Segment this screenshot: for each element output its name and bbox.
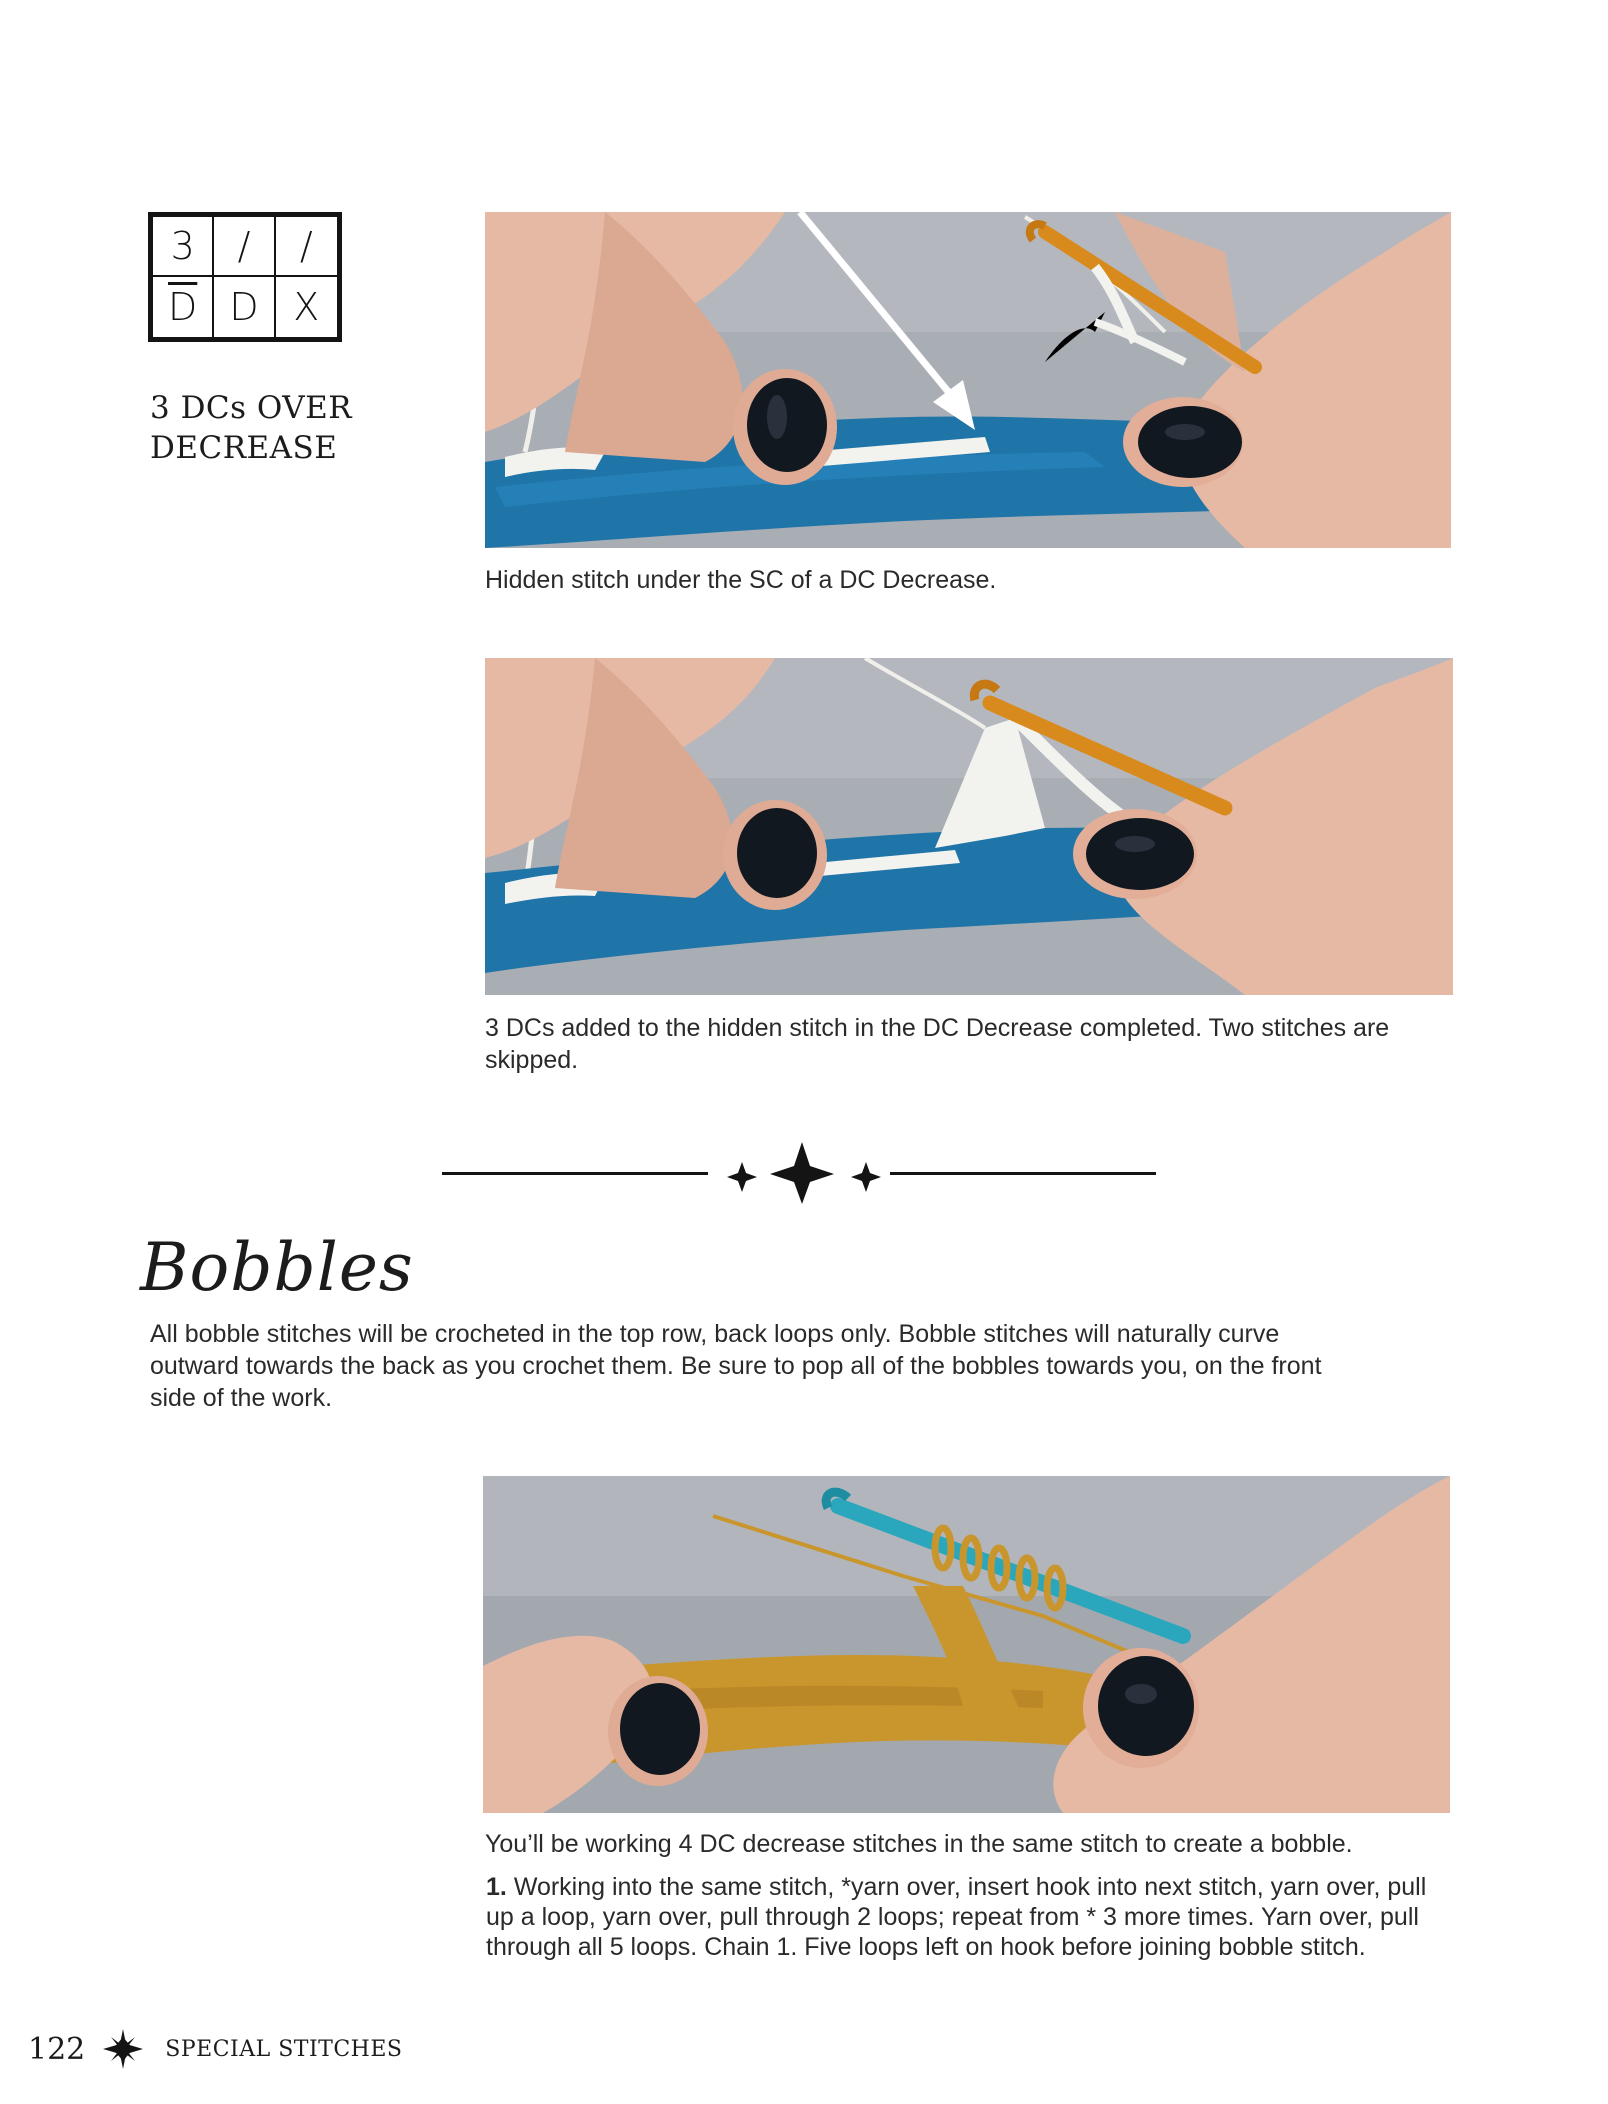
sparkle-icon <box>714 1142 890 1204</box>
symbol-cell: X <box>293 285 320 329</box>
page-number: 122 <box>28 2031 86 2067</box>
stitch-symbol-chart <box>148 212 342 342</box>
section-title: SPECIAL STITCHES <box>165 2036 403 2062</box>
decorative-divider <box>442 1142 1156 1204</box>
photo-three-dcs <box>485 658 1453 995</box>
step-text: Working into the same stitch, *yarn over, insert hook into next stitch, yarn over, pull up a loop, yarn over, pull through 2 loops; repeat from * 3 more times. Yarn over, pull through all 5 loops. Chain 1. Five loops left on hook before joining bobble stitch. <box>486 1873 1427 1961</box>
symbol-cell: D <box>214 277 275 337</box>
symbol-cell: 3 <box>153 217 214 277</box>
step-number: 1. <box>486 1873 507 1901</box>
symbol-cell: / <box>276 217 337 277</box>
page-footer <box>28 2026 402 2072</box>
bobbles-title: Bobbles <box>140 1229 414 1306</box>
symbol-cell: / <box>214 217 275 277</box>
divider-line-left <box>442 1172 708 1175</box>
photo-bobble <box>483 1476 1450 1813</box>
star-icon <box>103 2029 143 2069</box>
photo-hidden-stitch <box>485 212 1451 548</box>
photo-caption: You’ll be working 4 DC decrease stitches in the same stitch to create a bobble. <box>485 1830 1353 1858</box>
bobble-step-1 <box>486 1872 1456 1962</box>
photo-caption: 3 DCs added to the hidden stitch in the DC Decrease completed. Two stitches are skipped. <box>485 1014 1390 1074</box>
section-heading: 3 DCs OVER DECREASE <box>150 390 353 466</box>
bobbles-intro: All bobble stitches will be crocheted in the top row, back loops only. Bobble stitches will naturally curve outward towards the back as you crochet them. Be sure to pop all of the bobbles towards you, on the front side of the work. <box>150 1320 1322 1412</box>
symbol-cell: $\overline{D}$ <box>153 277 214 337</box>
divider-line-right <box>890 1172 1156 1175</box>
photo-caption: Hidden stitch under the SC of a DC Decrease. <box>485 566 997 594</box>
